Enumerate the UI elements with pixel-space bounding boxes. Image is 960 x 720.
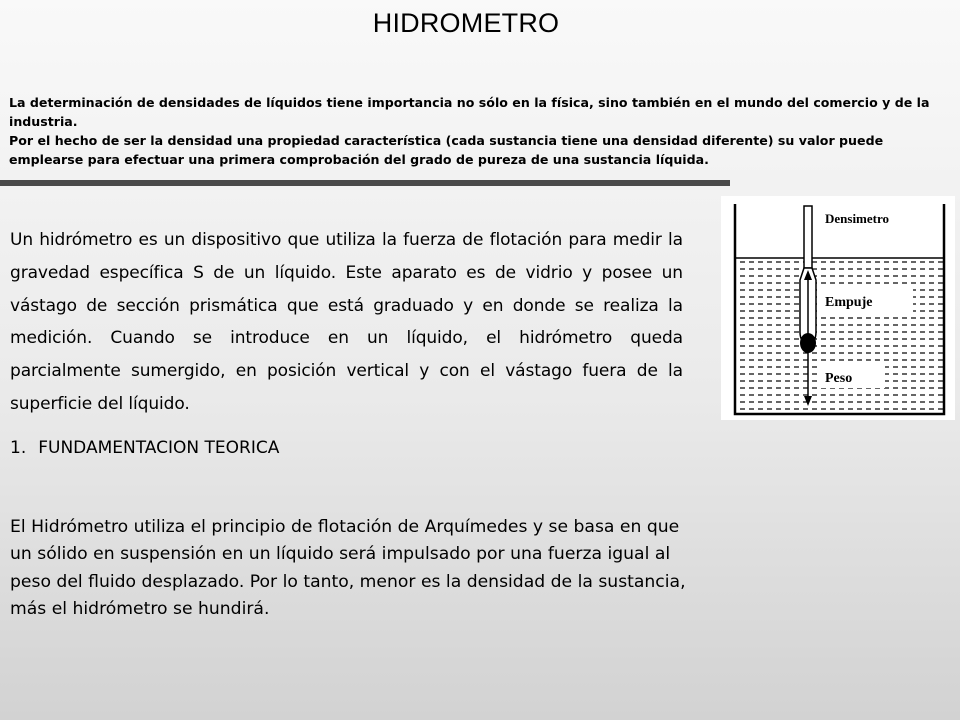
liquid-region — [735, 258, 944, 414]
section-title: FUNDAMENTACION TEORICA — [38, 438, 280, 458]
hydrometer-description: Un hidrómetro es un dispositivo que utiliza la fuerza de flotación para medir la gravedad específica S de un líquido. Este aparato es de vidrio y posee un vástago de sección prismática que está graduado y en donde se realiza la medición. Cuando se introduce en un líquido, el hidrómetro queda parcialmente sumergido, en posición vertical y con el vástago fuera de la superficie del líquido. — [10, 230, 683, 414]
theory-paragraph: El Hidrómetro utiliza el principio de flotación de Arquímedes y se basa en que un sólido en suspensión en un líquido será impulsado por una fuerza igual al peso del fluido desplazado. Por lo tanto, menor es la densidad de la sustancia, más el hidrómetro se hundirá. — [10, 517, 686, 619]
hydrometer-diagram — [721, 196, 955, 420]
divider-bar — [0, 180, 730, 186]
intro-paragraph-2: Por el hecho de ser la densidad una propiedad característica (cada sustancia tiene una densidad diferente) su valor puede emplearse para efectuar una primera comprobación del grado de pureza de una sustancia líquida. — [9, 133, 884, 167]
hydrometer-diagram-svg — [721, 196, 955, 420]
hydrometer-stem — [804, 206, 812, 268]
section-number: 1. — [10, 438, 27, 458]
page-title: HIDROMETRO — [372, 8, 560, 38]
intro-paragraph-1: La determinación de densidades de líquidos tiene importancia no sólo en la física, sino también en el mundo del comercio y de la industria. — [9, 95, 930, 129]
intro-block — [9, 93, 954, 169]
empuje-label: Empuje — [825, 295, 873, 310]
peso-label: Peso — [825, 371, 853, 386]
section-heading — [10, 438, 279, 458]
densimetro-label: Densimetro — [825, 211, 890, 226]
